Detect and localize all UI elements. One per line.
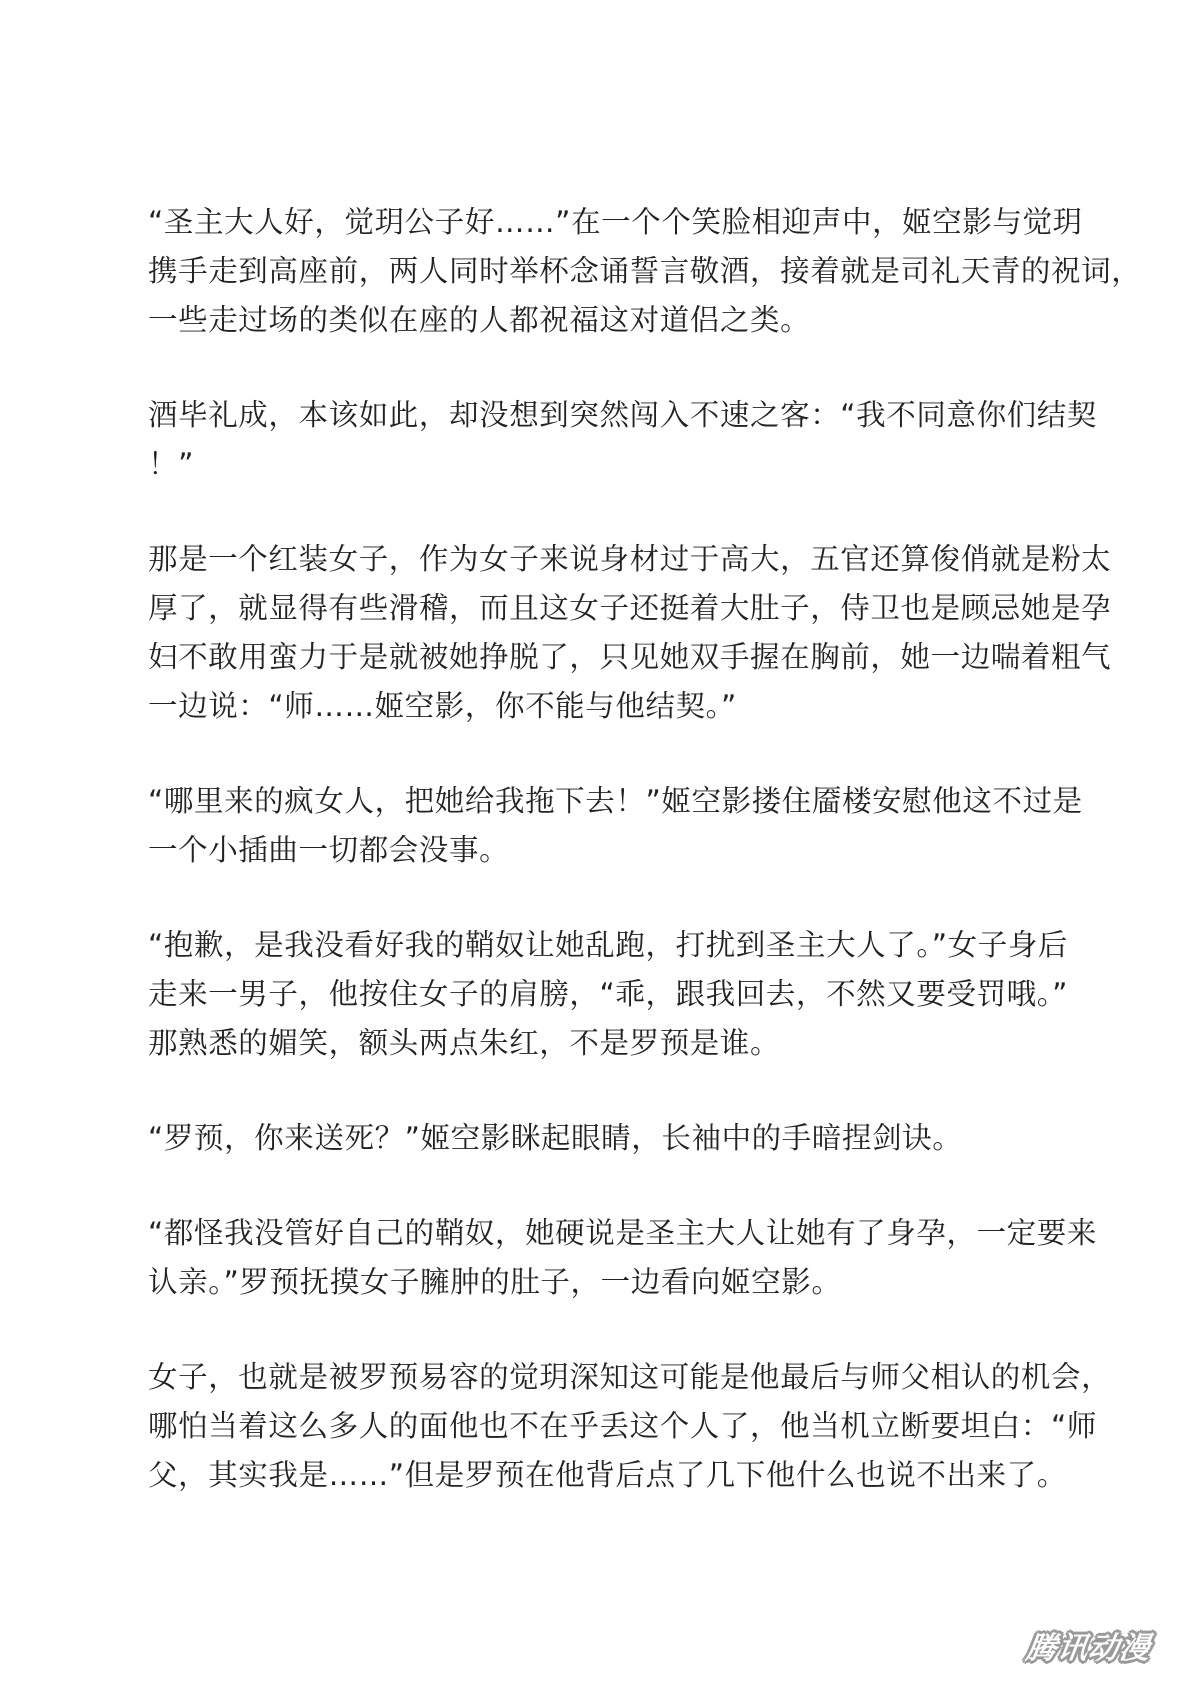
paragraph-8 — [148, 1353, 1112, 1500]
text-line: “抱歉，是我没看好我的鞘奴让她乱跑，打扰到圣主大人了。”女子身后 — [148, 928, 1069, 962]
paragraph-1 — [148, 198, 1142, 345]
text-line: 妇不敢用蛮力于是就被她挣脱了，只见她双手握在胸前，她一边喘着粗气 — [148, 640, 1112, 674]
text-line: 携手走到高座前，两人同时举杯念诵誓言敬酒，接着就是司礼天青的祝词， — [148, 254, 1142, 288]
text-line: 一个小插曲一切都会没事。 — [148, 833, 510, 867]
text-line: 厚了，就显得有些滑稽，而且这女子还挺着大肚子，侍卫也是顾忌她是孕 — [148, 591, 1112, 625]
tencent-comics-watermark — [1014, 1622, 1164, 1668]
text-line: 哪怕当着这么多人的面他也不在乎丢这个人了，他当机立断要坦白：“师 — [148, 1409, 1097, 1443]
paragraph-3 — [148, 535, 1112, 731]
text-line: 女子，也就是被罗预易容的觉玥深知这可能是他最后与师父相认的机会， — [148, 1360, 1112, 1394]
paragraph-6 — [148, 1114, 1058, 1163]
text-line: “哪里来的疯女人，把她给我拖下去！”姬空影搂住靥楼安慰他这不过是 — [148, 784, 1083, 818]
text-line: 那是一个红装女子，作为女子来说身材过于高大，五官还算俊俏就是粉太 — [148, 542, 1112, 576]
watermark-logo-text: 腾讯动漫 — [1024, 1631, 1153, 1666]
paragraph-5 — [148, 921, 1069, 1068]
text-line: 那熟悉的媚笑，额头两点朱红，不是罗预是谁。 — [148, 1026, 781, 1060]
paragraph-7 — [148, 1209, 1097, 1307]
text-line: “都怪我没管好自己的鞘奴，她硬说是圣主大人让她有了身孕，一定要来 — [148, 1216, 1097, 1250]
story-text-body — [148, 198, 1142, 1546]
text-line: ！” — [148, 447, 194, 481]
paragraph-2 — [148, 391, 1097, 489]
text-line: “圣主大人好，觉玥公子好……”在一个个笑脸相迎声中，姬空影与觉玥 — [148, 205, 1083, 239]
text-line: 一些走过场的类似在座的人都祝福这对道侣之类。 — [148, 303, 811, 337]
text-line: 一边说：“师……姬空影，你不能与他结契。” — [148, 689, 737, 723]
text-line: 父，其实我是……”但是罗预在他背后点了几下他什么也说不出来了。 — [148, 1458, 1067, 1492]
text-line: 认亲。”罗预抚摸女子臃肿的肚子，一边看向姬空影。 — [148, 1265, 842, 1299]
text-line: 酒毕礼成，本该如此，却没想到突然闯入不速之客：“我不同意你们结契 — [148, 398, 1097, 432]
paragraph-4 — [148, 777, 1083, 875]
text-line: 走来一男子，他按住女子的肩膀，“乖，跟我回去，不然又要受罚哦。” — [148, 977, 1069, 1011]
text-line: “罗预，你来送死？”姬空影眯起眼睛，长袖中的手暗捏剑诀。 — [148, 1121, 963, 1155]
